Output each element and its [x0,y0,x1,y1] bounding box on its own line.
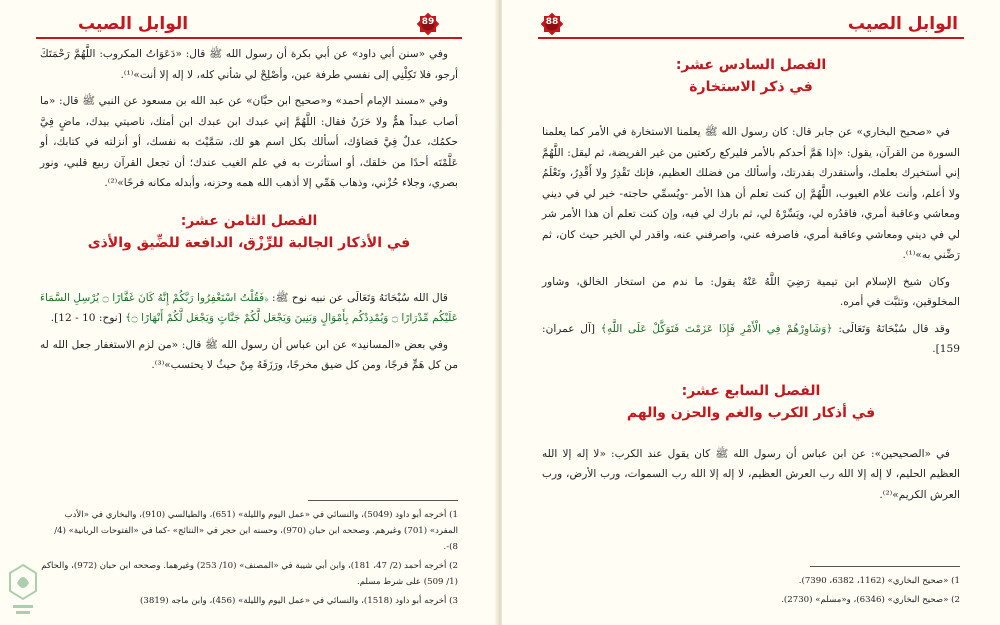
book-title: الوابل الصيب [847,14,958,34]
footnote-1: 1) «صحيح البخاري» (1162، 6382، 7390). [798,576,960,586]
left-page-body [40,44,458,382]
page-number-badge [416,12,440,36]
paragraph-abu-dawud: وفي «سنن أبي داود» عن أبي بكرة أن رسول الله ﷺ قال: «دَعَوَاتُ المكروب: اللَّهُمَّ رَحْمَتَكَ أرجو، فلا تَكِلْنِي إلى نفسي طرفة عين، وأصْلِحْ لي شأني كله، لا إله إلا أنت»⁽¹⁾. [40,48,458,81]
page-number: 89 [421,17,435,27]
chapter-heading-line2: في الأذكار الجالبة للرِّزْق، الدافعة للضِّيق والأذى [87,234,411,251]
footnote-2: 2) أخرجه أحمد (2/ 47، 181)، وابن أبي شيبة في «المصنف» (10/ 253) وغيرهما. وصححه ابن حبان (972)، والحاكم (1/ 509) على شرط مسلم. [41,561,458,587]
noah-intro: قال الله سُبْحَانَهُ وَتَعَالَى عن نبيه نوح ﷺ: [272,291,448,304]
verse-reference: [نوح: 10 - 12]. [50,312,122,324]
chapter-heading-16 [542,54,960,98]
footnote-rule [308,500,458,501]
right-footnotes [542,566,960,611]
quran-verse-noah: ﴿فَقُلْتُ اسْتَغْفِرُوا رَبَّكُمْ إِنَّهُ كَانَ غَفَّارًا ۝ يُرْسِلِ السَّمَاءَ عَلَيْكُم مِّدْرَارًا ۝ وَيُمْدِدْكُم بِأَمْوَالٍ وَبَنِينَ وَيَجْعَل لَّكُمْ جَنَّاتٍ وَيَجْعَل لَّكُمْ أَنْهَارًا ۝﴾ [40,291,458,324]
quran-intro: وقد قال سُبْحَانَهُ وَتَعَالَى: [838,322,950,335]
paragraph-istikhara: في «صحيح البخاري» عن جابر قال: كان رسول الله ﷺ يعلمنا الاستخارة في الأمر كما يعلمنا السورة من القرآن، يقول: «إذا هَمَّ أحدكم بالأمر فليركع ركعتين من غير الفريضة، ثم ليقل: اللَّهُمَّ إني أستخيرك بعلمك، وأستقدرك بقدرتك، وأسألك من فضلك العظيم، فإنك تَقْدِرُ ولا أَقْدِرُ، وتَعْلَمُ ولا أعلم، وأنت علام الغيوب، اللَّهُمَّ إن كنت تعلم أن هذا الأمر -ويُسمِّي حاجته- خير لي في ديني ومعاشي وعاقبة أمري، فاقدُره لي، ويَسِّرْهُ لي، ثم بارك لي فيه، وإن كنت تعلم أن هذا الأمر شر لي في ديني ومعاشي وعاقبة أمري، فاصرفه عني، واصرفني عنه، واقدر لي الخير حيث كان، ثم رَضِّني به»⁽¹⁾. [542,126,960,261]
footnote-rule [810,566,960,567]
chapter-heading-line1: الفصل الثامن عشر: [180,212,318,229]
paragraph-karb: في «الصحيحين»: عن ابن عباس أن رسول الله ﷺ كان يقول عند الكرب: «لا إله إلا الله العظيم الحليم، لا إله إلا الله رب العرش العظيم، لا إله إلا الله رب السموات، ورب الأرض، ورب العرش الكريم»⁽²⁾. [542,447,960,501]
watermark-logo-icon [6,561,40,619]
footnote-3: 3) أخرجه أبو داود (1518)، والنسائي في «عمل اليوم والليلة» (456)، وابن ماجه (3819) [140,596,458,606]
chapter-heading-line2: في ذكر الاستخارة [689,79,813,95]
left-page [0,0,498,625]
chapter-heading-line1: الفصل السادس عشر: [675,57,827,73]
paragraph-shura [542,319,960,360]
right-page [502,0,1000,625]
paragraph-istighfar: وفي بعض «المسانيد» عن ابن عباس أن رسول الله ﷺ قال: «من لزم الاستغفار جعل الله له من كل هَمٍّ فرجًا، ومن كل ضيق مخرجًا، ورَزَقَهُ مِنْ حيثُ لا يحتسب»⁽³⁾. [40,338,458,371]
chapter-heading-18 [40,210,458,254]
book-title: الوابل الصيب [78,14,189,34]
quran-verse-shura: ﴿وَشَاوِرْهُمْ فِي الْأَمْرِ فَإِذَا عَزَمْتَ فَتَوَكَّلْ عَلَى اللَّهِ﴾ [600,322,833,335]
footnote-2: 2) «صحيح البخاري» (6346)، و«مسلم» (2730). [781,595,960,605]
paragraph-ibn-taymiyya: وكان شيخ الإسلام ابن تيمية رَضِيَ اللَّهُ عَنْهُ يقول: ما ندم من استخار الخالق، وشاور المخلوقين، وتثبَّت في أمره. [542,275,960,308]
page-number: 88 [545,17,559,27]
chapter-heading-17 [542,380,960,424]
verse-reference: [آل عمران: 159]. [542,322,960,355]
right-page-body [542,44,960,511]
header-rule [538,37,964,39]
header-rule [36,37,462,39]
page-number-badge [540,12,564,36]
chapter-heading-line2: في أذكار الكرب والغم والحزن والهم [626,404,876,421]
left-footnotes [40,500,458,612]
paragraph-musnad-ahmad: وفي «مسند الإمام أحمد» و«صحيح ابن حبَّان» عن عبد الله بن مسعود عن النبي ﷺ قال: «ما أصاب عبداً همٌّ ولا حَزَنٌ فقال: اللَّهُمَّ إني عبدك ابن عبدك ابن أمتك، ناصيتي بيدك، ماضٍ فِيَّ حكمُك، عدلٌ فِيَّ قضاؤك، أسألك بكل اسم هو لك، سَمَّيْتَ به نفسك، أو أنزلته في كتابك، أو عَلَّمْتَه أحدًا من خلقك، أو استأثرت به في علم الغيب عندك؛ أن تجعل القرآن ربيع قلبي، ونور بصري، وجلاء حُزْني، وذهاب هَمِّي إلا أذهب الله همه وحزنه، وأبدله مكانه فرحًا»⁽²⁾. [40,95,458,189]
chapter-heading-line1: الفصل السابع عشر: [681,382,821,399]
footnote-1: 1) أخرجه أبو داود (5049)، والنسائي في «عمل اليوم والليلة» (651)، والطيالسي (910)، والبخاري في «الأدب المفرد» (701) وغيرهم. وصححه ابن حبان (970)، وحسنه ابن حجر في «النتائج» -كما في «الفتوحات الربانية» (4/ 8)-. [54,510,458,552]
paragraph-noah [40,288,458,329]
